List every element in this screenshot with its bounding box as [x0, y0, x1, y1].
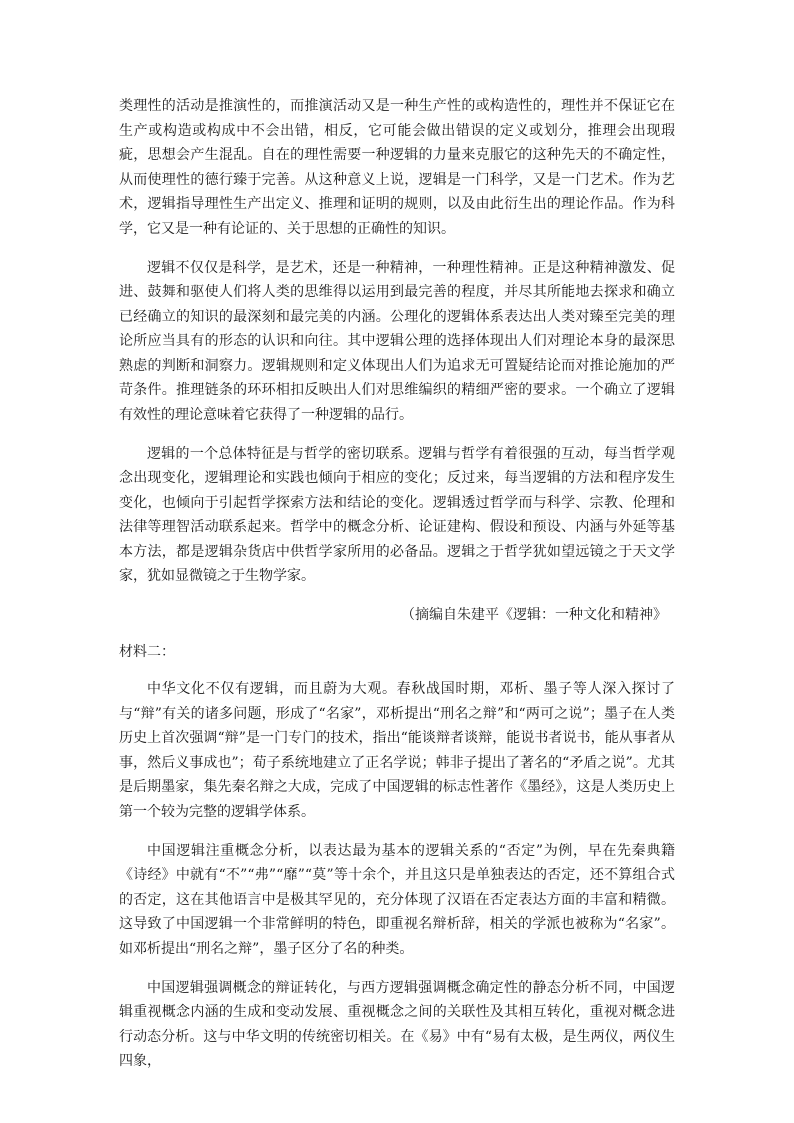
- paragraph-2: 逻辑不仅仅是科学，是艺术，还是一种精神，一种理性精神。正是这种精神激发、促进、鼓舞和驱使人们将人类的思维得以运用到最完善的程度，并尽其所能地去探求和确立已经确立的知识的最深刻和最完美的内涵。公理化的逻辑体系表达出人类对臻至完美的理论所应当具有的形态的认识和向往。其中逻辑公理的选择体现出人们对理论本身的最深思熟虑的判断和洞察力。逻辑规则和定义体现出人们为追求无可置疑结论而对推论施加的严苛条件。推理链条的环环相扣反映出人们对思维编织的精细严密的要求。一个确立了逻辑有效性的理论意味着它获得了一种逻辑的品行。: [119, 259, 675, 423]
- section-label: 材料二：: [119, 643, 175, 660]
- paragraph-1: 类理性的活动是推演性的，而推演活动又是一种生产性的或构造性的，理性并不保证它在生产或构造或构成中不会出错，相反，它可能会做出错误的定义或划分，推理会出现瑕疵，思想会产生混乱。自在的理性需要一种逻辑的力量来克服它的这种先天的不确定性，从而使理性的德行臻于完善。从这种意义上说，逻辑是一门科学，又是一门艺术。作为艺术，逻辑指导理性生产出定义、推理和证明的规则，以及由此衍生出的理论作品。作为科学，它又是一种有论证的、关于思想的正确性的知识。: [119, 98, 675, 237]
- paragraph-6: 中国逻辑强调概念的辩证转化，与西方逻辑强调概念确定性的静态分析不同，中国逻辑重视概念内涵的生成和变动发展、重视概念之间的关联性及其相互转化，重视对概念进行动态分析。这与中华文明的传统密切相关。在《易》中有“易有太极，是生两仪，两仪生四象，: [119, 979, 675, 1069]
- paragraph-5: 中国逻辑注重概念分析，以表达最为基本的逻辑关系的“否定”为例，早在先秦典籍《诗经》中就有“不”“弗”“靡”“莫”等十余个，并且这只是单独表达的否定，还不算组合式的否定，这在其他语言中是极其罕见的，充分体现了汉语在否定表达方面的丰富和精微。这导致了中国逻辑一个非常鲜明的特色，即重视名辩析辞，相关的学派也被称为“名家”。如邓析提出“刑名之辩”，墨子区分了名的种类。: [119, 842, 675, 957]
- source-citation: （摘编自朱建平《逻辑：一种文化和精神》: [401, 607, 667, 623]
- document-page: [119, 94, 675, 1088]
- paragraph-4: 中华文化不仅有逻辑，而且蔚为大观。春秋战国时期，邓析、墨子等人深入探讨了与“辩”有关的诸多问题，形成了“名家”，邓析提出“刑名之辩”和“两可之说”；墨子在人类历史上首次强调“辩”是一门专门的技术，指出“能谈辩者谈辩，能说书者说书，能从事者从事，然后义事成也”；荀子系统地建立了正名学说；韩非子提出了著名的“矛盾之说”。尤其是后期墨家，集先秦名辩之大成，完成了中国逻辑的标志性著作《墨经》，这是人类历史上第一个较为完整的逻辑学体系。: [119, 681, 675, 820]
- paragraph-3: 逻辑的一个总体特征是与哲学的密切联系。逻辑与哲学有着很强的互动，每当哲学观念出现变化，逻辑理论和实践也倾向于相应的变化；反过来，每当逻辑的方法和程序发生变化，也倾向于引起哲学探索方法和结论的变化。逻辑透过哲学而与科学、宗教、伦理和法律等理智活动联系起来。哲学中的概念分析、论证建构、假设和预设、内涵与外延等基本方法，都是逻辑杂货店中供哲学家所用的必备品。逻辑之于哲学犹如望远镜之于天文学家，犹如显微镜之于生物学家。: [119, 445, 675, 584]
